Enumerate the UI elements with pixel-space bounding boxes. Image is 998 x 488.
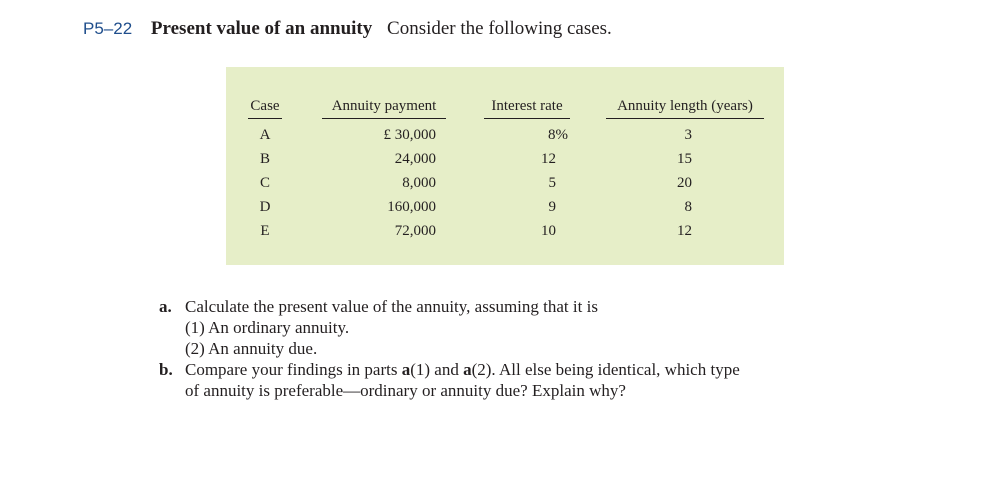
cell-length: 15 (677, 151, 692, 167)
cell-rate: 12 (541, 151, 556, 167)
cell-payment: 160,000 (387, 199, 436, 215)
cell-length: 8 (684, 199, 692, 215)
question-b-text: (1) and (410, 360, 464, 379)
question-a (159, 296, 740, 317)
header-interest-rate: Interest rate (484, 98, 570, 119)
header-annuity-payment: Annuity payment (322, 98, 446, 119)
cell-rate: 5 (548, 175, 556, 191)
cell-length: 3 (684, 127, 692, 143)
cell-length: 12 (677, 223, 692, 239)
cell-rate: 10 (541, 223, 556, 239)
cell-case: A (259, 127, 271, 143)
problem-topic: Present value of an annuity (150, 18, 373, 39)
problem-heading (83, 18, 612, 40)
cell-length: 20 (677, 175, 692, 191)
question-a-letter: a. (159, 297, 172, 316)
question-a-text: Calculate the present value of the annuity, assuming that it is (185, 297, 598, 316)
cases-table (226, 67, 784, 265)
question-b-ref: a (463, 360, 472, 379)
question-b-ref: a (401, 360, 411, 379)
question-list (159, 296, 740, 401)
question-a2: (2) An annuity due. (185, 339, 318, 358)
cell-case: E (260, 223, 270, 239)
question-b-text: Compare your findings in parts (185, 360, 402, 379)
header-annuity-length: Annuity length (years) (606, 98, 764, 119)
cell-payment: 8,000 (402, 175, 436, 191)
cell-case: D (259, 199, 271, 215)
cell-payment: 72,000 (394, 223, 436, 239)
cell-case: B (259, 151, 270, 167)
question-b (159, 359, 740, 380)
cell-payment: £ 30,000 (383, 127, 436, 143)
cell-rate: 9 (548, 199, 556, 215)
cell-rate: 8% (548, 127, 568, 143)
header-case: Case (248, 98, 282, 119)
cell-payment: 24,000 (394, 151, 436, 167)
question-b-text: (2). All else being identical, which type (471, 360, 740, 379)
question-b-letter: b. (159, 360, 173, 379)
problem-number: P5–22 (83, 19, 133, 38)
question-b-continued: of annuity is preferable—ordinary or annuity due? Explain why? (185, 381, 626, 400)
problem-intro: Consider the following cases. (387, 18, 612, 39)
cell-case: C (259, 175, 270, 191)
question-a1: (1) An ordinary annuity. (185, 318, 350, 337)
